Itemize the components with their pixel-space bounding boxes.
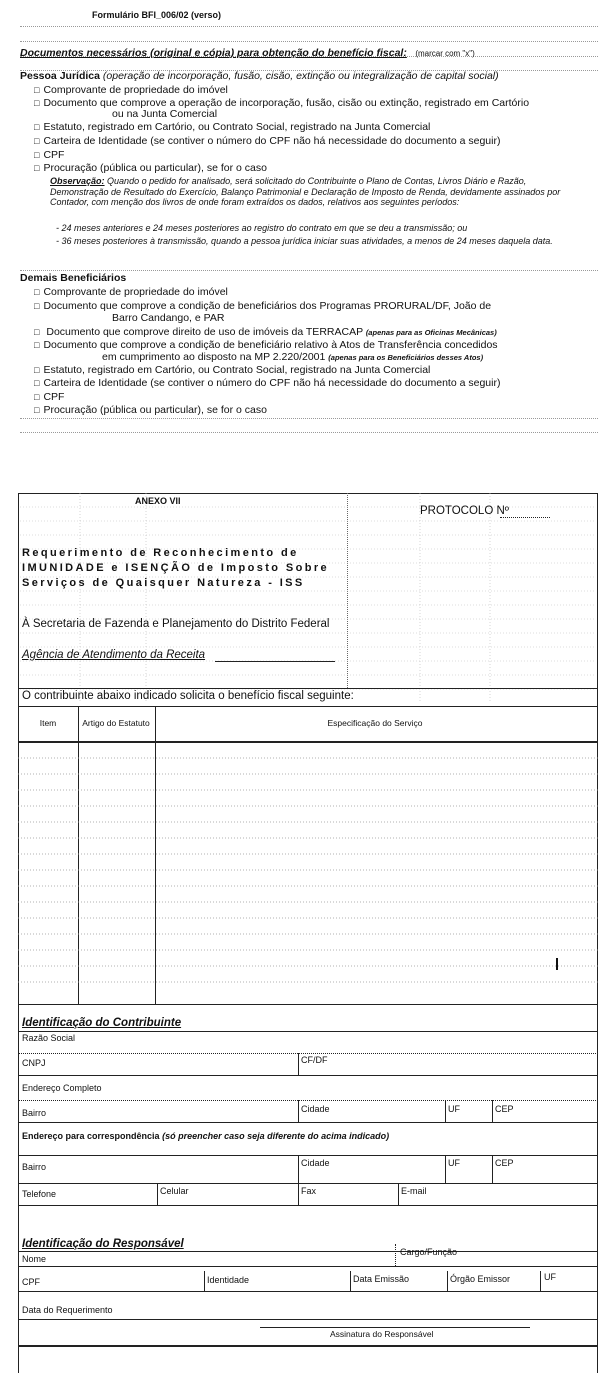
uf-label: UF: [448, 1104, 460, 1114]
demais-item-5: □ Estatuto, registrado em Cartório, ou Contrato Social, registrado na Junta Comercial: [34, 364, 430, 376]
cep2-label: CEP: [495, 1158, 514, 1168]
pj-subtitle: (operação de incorporação, fusão, cisão, extinção ou integralização de capital social): [102, 70, 499, 82]
identidade-label: Identidade: [207, 1275, 250, 1285]
req-title-1: Requerimento de Reconhecimento de: [22, 547, 299, 559]
assinatura-label: Assinatura do Responsável: [330, 1329, 434, 1339]
pj-item-4: □ Carteira de Identidade (se contiver o número do CPF não há necessidade do documento a seguir): [34, 135, 500, 147]
pj-item-2-cont: ou na Junta Comercial: [112, 108, 218, 120]
bairro-label: Bairro: [22, 1108, 47, 1118]
pj-heading: [20, 70, 499, 82]
docs-header-text: Documentos necessários (original e cópia) para obtenção do benefício fiscal:: [20, 47, 407, 59]
demais-item-4-cont: [102, 351, 483, 363]
telefone-label: Telefone: [22, 1189, 57, 1199]
obs-label: Observação:: [50, 176, 105, 186]
cidade-label: Cidade: [301, 1104, 330, 1114]
obs-text: Quando o pedido for analisado, será solicitado do Contribuinte o Plano de Contas, Livros Diário e Razão, Demonstração de Resultado do Exercício, Balanço Patrimonial e Declaração de Imposto de Renda, devidamente assinados por Contador, com menção dos livros de onde foram extraídos os dados, relativos aos seguintes períodos:: [50, 176, 561, 207]
endereco-label: Endereço Completo: [22, 1083, 102, 1093]
solicita-text: O contribuinte abaixo indicado solicita o benefício fiscal seguinte:: [22, 690, 354, 702]
pj-item-2: □ Documento que comprove a operação de incorporação, fusão, cisão ou extinção, registrado em Cartório: [34, 97, 529, 109]
cep-label: CEP: [495, 1104, 514, 1114]
demais-item-1: □ Comprovante de propriedade do imóvel: [34, 286, 228, 298]
col-artigo: Artigo do Estatuto: [82, 718, 150, 728]
obs-dash-1: - 24 meses anteriores e 24 meses posteriores ao registro do contrato em que se deu a transmissão; ou: [56, 223, 468, 233]
uf2-label: UF: [448, 1158, 460, 1168]
demais-item-3: [34, 326, 497, 339]
demais-item-3-note: (apenas para as Oficinas Mecânicas): [365, 328, 497, 337]
end-corresp-note: (só preencher caso seja diferente do acima indicado): [162, 1131, 390, 1141]
pj-item-6: □ Procuração (pública ou particular), se for o caso: [34, 162, 267, 174]
cnpj-label: CNPJ: [22, 1058, 46, 1068]
end-corresp-text: Endereço para correspondência: [22, 1131, 160, 1141]
docs-header-note: (marcar com "x"): [415, 49, 475, 58]
bairro2-label: Bairro: [22, 1162, 47, 1172]
cidade2-label: Cidade: [301, 1158, 330, 1168]
cpf-label: CPF: [22, 1277, 40, 1287]
data-emissao-label: Data Emissão: [353, 1274, 410, 1284]
cfdf-label: CF/DF: [301, 1055, 328, 1065]
pj-item-3: □ Estatuto, registrado em Cartório, ou Contrato Social, registrado na Junta Comercial: [34, 121, 430, 133]
col-item: Item: [39, 718, 57, 728]
anexo-label: ANEXO VII: [135, 496, 181, 506]
pj-item-5: □ CPF: [34, 149, 64, 161]
demais-item-4: □ Documento que comprove a condição de beneficiário relativo à Atos de Transferência concedidos: [34, 339, 498, 351]
orgao-emissor-label: Órgão Emissor: [450, 1274, 511, 1284]
form-code: Formulário BFI_006/02 (verso): [92, 10, 222, 20]
service-rows: [18, 742, 598, 1004]
obs-dash-2: - 36 meses posteriores à transmissão, quando a pessoa jurídica iniciar suas atividades, a menos de 24 meses daquela data.: [56, 236, 553, 246]
req-title-2: IMUNIDADE e ISENÇÃO de Imposto Sobre: [22, 562, 330, 574]
demais-item-6: □ Carteira de Identidade (se contiver o número do CPF não há necessidade do documento a seguir): [34, 377, 500, 389]
demais-item-7: □ CPF: [34, 391, 64, 403]
uf3-label: UF: [544, 1272, 556, 1282]
id-contribuinte-title: Identificação do Contribuinte: [22, 1017, 182, 1029]
demais-title: Demais Beneficiários: [20, 272, 127, 284]
pj-title: Pessoa Jurídica: [20, 70, 100, 82]
pj-item-1: □ Comprovante de propriedade do imóvel: [34, 84, 228, 96]
razao-social-label: Razão Social: [22, 1033, 76, 1043]
agencia-label: Agência de Atendimento da Receita: [22, 649, 206, 661]
demais-item-8: □ Procuração (pública ou particular), se for o caso: [34, 404, 267, 416]
end-corresp-label: [22, 1131, 389, 1141]
docs-header: [20, 43, 475, 61]
email-label: E-mail: [401, 1186, 427, 1196]
demais-item-2-cont: Barro Candango, e PAR: [112, 312, 225, 324]
req-title-3: Serviços de Quaisquer Natureza - ISS: [22, 577, 305, 589]
protocolo-label: PROTOCOLO Nº: [420, 505, 509, 517]
demais-item-4-note: (apenas para os Beneficiários desses Atos): [328, 353, 484, 362]
celular-label: Celular: [160, 1186, 189, 1196]
id-responsavel-title: Identificação do Responsável: [22, 1238, 184, 1250]
nome-label: Nome: [22, 1254, 47, 1264]
observacao: [50, 176, 570, 208]
col-especificacao: Especificação do Serviço: [327, 718, 423, 728]
demais-item-3-text: Documento que comprove direito de uso de imóveis da TERRACAP: [46, 326, 363, 338]
cargo-label: Cargo/Função: [400, 1247, 458, 1257]
demais-item-4-cont-text: em cumprimento ao disposto na MP 2.220/2001: [102, 351, 326, 363]
fax-label: Fax: [301, 1186, 317, 1196]
data-requerimento-label: Data do Requerimento: [22, 1305, 113, 1315]
demais-item-2: □ Documento que comprove a condição de beneficiários dos Programas PRORURAL/DF, João de: [34, 300, 491, 312]
secretaria-text: À Secretaria de Fazenda e Planejamento do Distrito Federal: [22, 618, 330, 630]
